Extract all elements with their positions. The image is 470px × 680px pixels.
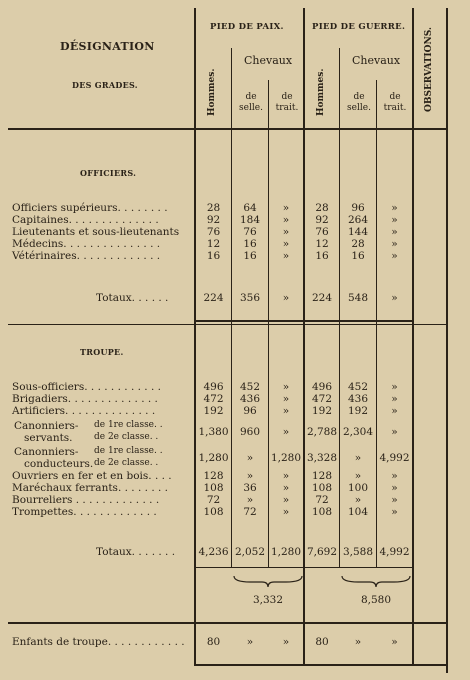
cell-p-s: 356 <box>239 292 261 304</box>
cell-p-t: 1,280 <box>270 546 302 558</box>
cell-p-h: 108 <box>203 482 224 494</box>
chevaux-header-paix: Chevaux <box>244 54 293 67</box>
cell-g-h: 72 <box>315 494 329 506</box>
cell-p-h: 28 <box>206 202 221 214</box>
cell-g-t: » <box>391 506 398 518</box>
cell-g-t: » <box>391 214 398 226</box>
cell-p-h: 472 <box>203 393 224 405</box>
hommes-header-guerre: Hommes. <box>316 68 326 116</box>
classe2-label: de 2e classe. . <box>94 458 159 468</box>
cell-g-t: » <box>391 292 398 304</box>
cell-p-t: » <box>282 393 290 405</box>
row-label: Artificiers. . . . . . . . . . . . . . <box>12 405 156 417</box>
des-grades-label: DES GRADES. <box>72 80 138 90</box>
cell-p-s: 960 <box>239 426 261 438</box>
cell-p-h: 1,380 <box>198 426 229 438</box>
cell-g-s: 3,588 <box>342 546 374 558</box>
hommes-header-paix: Hommes. <box>207 68 217 116</box>
cell-g-s: 192 <box>347 405 369 417</box>
row-label: Vétérinaires. . . . . . . . . . . . . <box>12 250 161 262</box>
classe1-label: de 1re classe. . <box>94 446 163 456</box>
cell-g-t: » <box>391 494 398 506</box>
cell-p-h: 224 <box>203 292 224 304</box>
cell-p-t: » <box>282 405 290 417</box>
cell-g-h: 472 <box>311 393 333 405</box>
cell-g-t: » <box>391 238 398 250</box>
cell-p-t: » <box>282 202 290 214</box>
cell-g-h: 12 <box>315 238 329 250</box>
cell-p-h: 80 <box>206 636 221 648</box>
cell-g-s: 16 <box>351 250 365 262</box>
cell-g-h: 2,788 <box>306 426 338 438</box>
column-rule <box>412 8 414 666</box>
cell-p-t: » <box>282 381 290 393</box>
row-label: Maréchaux ferrants. . . . . . . . <box>12 482 169 494</box>
canonniers-conducteurs-label: Canonniers- <box>14 446 79 458</box>
totals-rule <box>196 320 412 322</box>
de-trait-header: de trait. <box>383 92 407 113</box>
cell-p-s: 2,052 <box>234 546 266 558</box>
row-label: Trompettes. . . . . . . . . . . . . <box>12 506 157 518</box>
row-label: Totaux. . . . . . <box>96 292 169 304</box>
canonniers-servants-label2: servants. <box>24 432 73 444</box>
cell-p-s: 16 <box>243 238 257 250</box>
classe2-label: de 2e classe. . <box>94 432 159 442</box>
cell-p-t: » <box>282 292 290 304</box>
cell-g-s: 436 <box>347 393 369 405</box>
classe1-label: de 1re classe. . <box>94 420 163 430</box>
cell-g-h: 76 <box>315 226 329 238</box>
cell-g-t: » <box>391 426 398 438</box>
cell-g-h: 16 <box>315 250 329 262</box>
cell-p-t: » <box>282 214 290 226</box>
cell-g-s: » <box>354 494 362 506</box>
cell-p-s: 184 <box>239 214 261 226</box>
de-selle-header: de selle. <box>239 92 263 113</box>
totals-rule <box>196 567 412 568</box>
cell-p-t: » <box>282 494 290 506</box>
cell-p-h: 496 <box>203 381 224 393</box>
cell-p-s: 436 <box>239 393 261 405</box>
cell-p-s: » <box>246 452 254 464</box>
cell-g-h: 496 <box>311 381 333 393</box>
cell-p-s: » <box>246 470 254 482</box>
cell-g-t: » <box>391 405 398 417</box>
cell-p-t: 1,280 <box>270 452 302 464</box>
cell-g-h: 224 <box>311 292 333 304</box>
cell-p-s: 76 <box>243 226 257 238</box>
cell-g-s: » <box>354 452 362 464</box>
cell-g-s: 104 <box>347 506 369 518</box>
cell-g-t: » <box>391 470 398 482</box>
pied-de-paix-header: PIED DE PAIX. <box>210 22 284 32</box>
row-label: Brigadiers. . . . . . . . . . . . . . <box>12 393 158 405</box>
cell-p-t: » <box>282 636 290 648</box>
cell-g-s: » <box>354 636 362 648</box>
cell-p-t: » <box>282 482 290 494</box>
row-label: Totaux. . . . . . . <box>96 546 176 558</box>
cell-p-h: 4,236 <box>198 546 229 558</box>
section-rule <box>8 324 448 325</box>
section-rule <box>8 622 448 624</box>
cell-p-h: 16 <box>206 250 221 262</box>
cell-p-h: 12 <box>206 238 221 250</box>
cell-g-h: 92 <box>315 214 329 226</box>
cell-g-s: » <box>354 470 362 482</box>
column-rule <box>446 8 448 673</box>
cell-p-s: 96 <box>243 405 257 417</box>
cell-g-t: » <box>391 393 398 405</box>
chevaux-header-guerre: Chevaux <box>352 54 401 67</box>
cell-g-s: 96 <box>351 202 365 214</box>
cell-p-h: 72 <box>206 494 221 506</box>
row-label: Lieutenants et sous-lieutenants <box>12 226 180 238</box>
pied-de-guerre-header: PIED DE GUERRE. <box>312 22 406 32</box>
cell-p-h: 1,280 <box>198 452 229 464</box>
bottom-rule <box>196 664 448 666</box>
cell-g-t: » <box>391 636 398 648</box>
cell-p-t: » <box>282 238 290 250</box>
observations-header: OBSERVATIONS. <box>424 26 434 112</box>
de-trait-header: de trait. <box>275 92 299 113</box>
cell-p-h: 192 <box>203 405 224 417</box>
cell-g-t: » <box>391 381 398 393</box>
cell-p-t: » <box>282 250 290 262</box>
cell-p-t: » <box>282 506 290 518</box>
cell-g-h: 3,328 <box>306 452 338 464</box>
row-label: Capitaines. . . . . . . . . . . . . . <box>12 214 159 226</box>
cell-g-t: » <box>391 250 398 262</box>
cell-g-h: 7,692 <box>306 546 338 558</box>
canonniers-conducteurs-label2: conducteurs. <box>24 458 94 470</box>
cell-p-t: » <box>282 226 290 238</box>
cell-g-s: 28 <box>351 238 365 250</box>
brace-guerre <box>340 574 412 588</box>
designation-title: DÉSIGNATION <box>60 40 155 53</box>
row-label: Médecins. . . . . . . . . . . . . . . <box>12 238 161 250</box>
cell-p-h: 128 <box>203 470 224 482</box>
cell-p-h: 92 <box>206 214 221 226</box>
section-troupe: TROUPE. <box>80 347 124 357</box>
chevaux-sum-guerre: 8,580 <box>360 594 392 606</box>
cell-p-s: 452 <box>239 381 261 393</box>
cell-g-t: » <box>391 202 398 214</box>
cell-g-s: 100 <box>347 482 369 494</box>
de-selle-header: de selle. <box>347 92 371 113</box>
cell-p-s: 64 <box>243 202 257 214</box>
cell-g-s: 452 <box>347 381 369 393</box>
canonniers-servants-label: Canonniers- <box>14 420 79 432</box>
cell-p-s: 72 <box>243 506 257 518</box>
cell-p-s: » <box>246 494 254 506</box>
header-rule <box>8 128 448 130</box>
cell-p-s: » <box>246 636 254 648</box>
cell-g-t: 4,992 <box>379 546 410 558</box>
cell-g-s: 548 <box>347 292 369 304</box>
cell-p-h: 76 <box>206 226 221 238</box>
row-label: Ouvriers en fer et en bois. . . . <box>12 470 172 482</box>
brace-paix <box>232 574 304 588</box>
section-officiers: OFFICIERS. <box>80 168 137 178</box>
cell-g-t: 4,992 <box>379 452 410 464</box>
cell-g-t: » <box>391 226 398 238</box>
row-label: Sous-officiers. . . . . . . . . . . . <box>12 381 161 393</box>
cell-p-t: » <box>282 426 290 438</box>
cell-p-s: 16 <box>243 250 257 262</box>
cell-g-h: 108 <box>311 482 333 494</box>
row-label: Bourreliers . . . . . . . . . . . . . <box>12 494 160 506</box>
cell-g-h: 128 <box>311 470 333 482</box>
cell-g-h: 108 <box>311 506 333 518</box>
row-label: Officiers supérieurs. . . . . . . . <box>12 202 168 214</box>
cell-p-s: 36 <box>243 482 257 494</box>
cell-p-t: » <box>282 470 290 482</box>
cell-g-s: 144 <box>347 226 369 238</box>
cell-g-h: 80 <box>315 636 329 648</box>
cell-g-h: 192 <box>311 405 333 417</box>
cell-p-h: 108 <box>203 506 224 518</box>
cell-g-t: » <box>391 482 398 494</box>
row-label: Enfants de troupe. . . . . . . . . . . . <box>12 636 185 648</box>
chevaux-sum-paix: 3,332 <box>252 594 284 606</box>
cell-g-h: 28 <box>315 202 329 214</box>
cell-g-s: 2,304 <box>342 426 374 438</box>
cell-g-s: 264 <box>347 214 369 226</box>
